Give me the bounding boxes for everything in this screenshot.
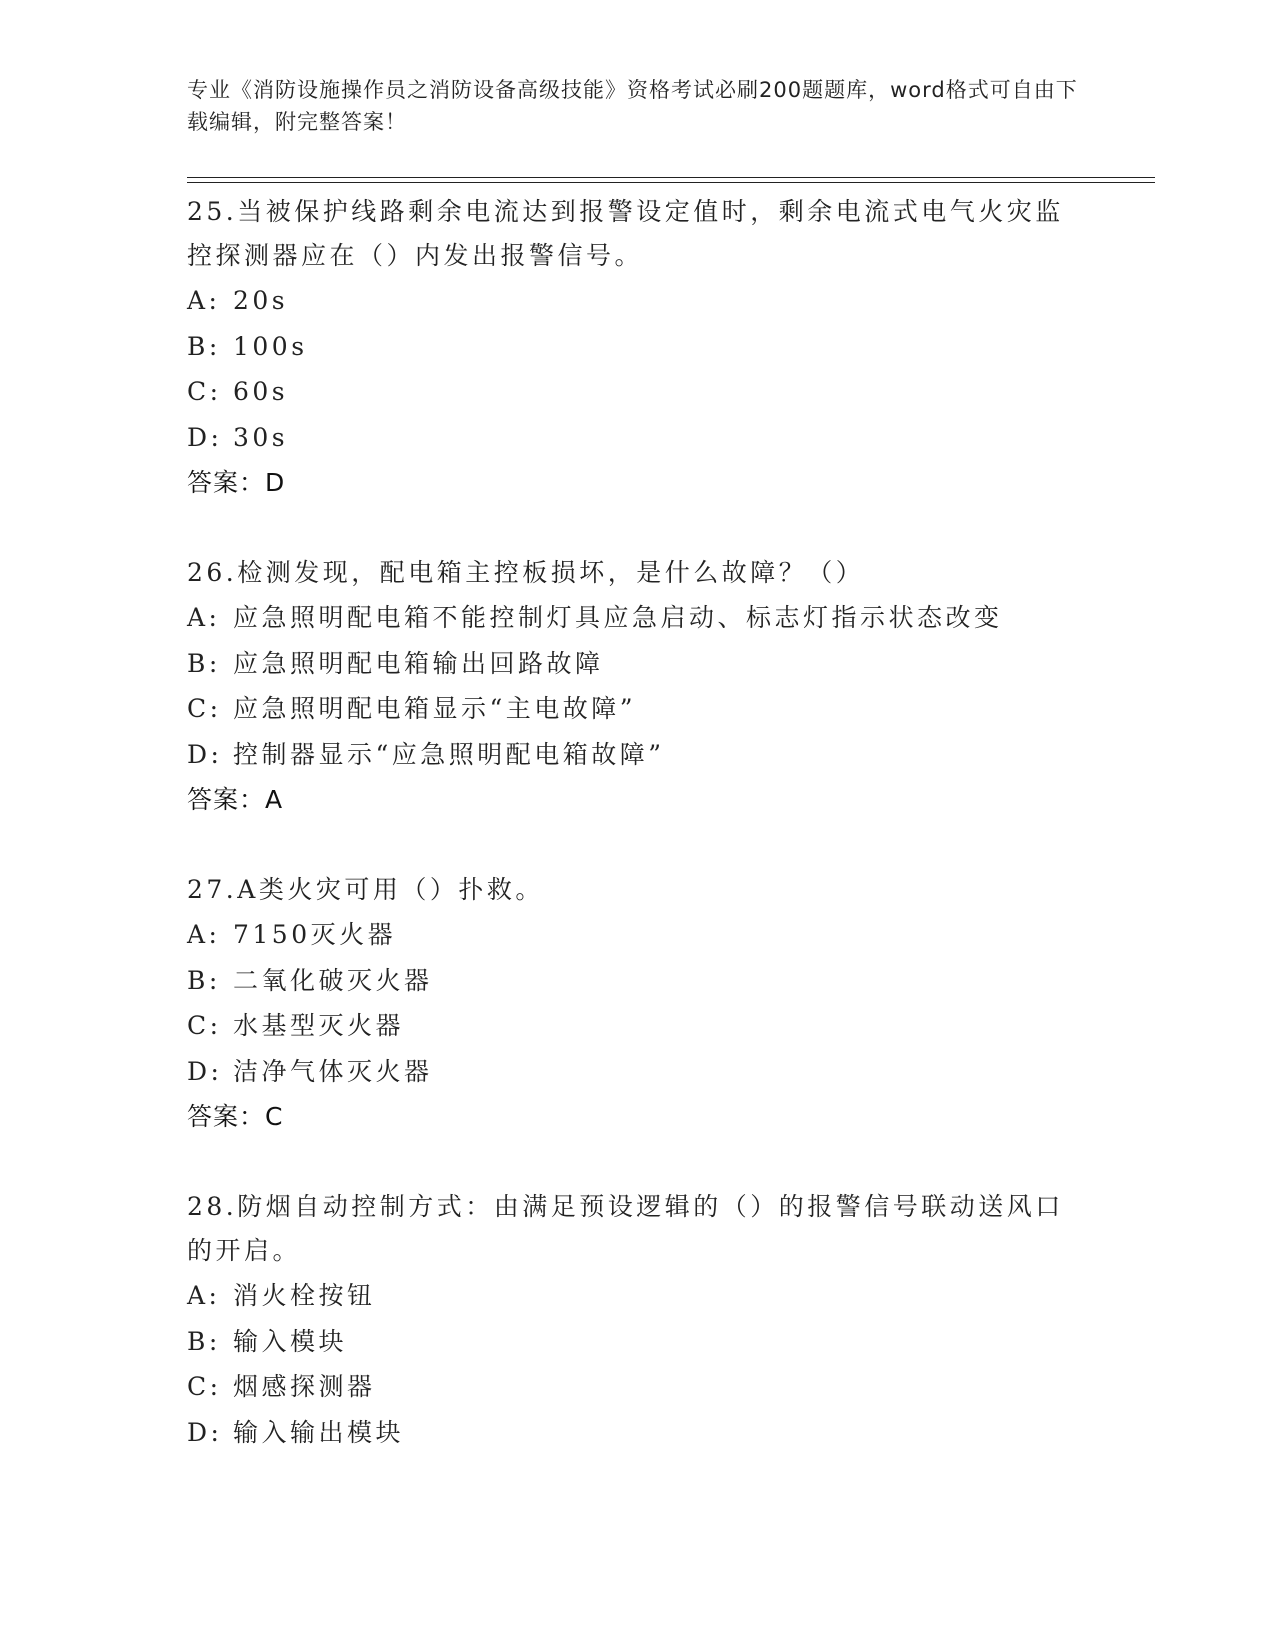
option-text: 100s xyxy=(233,331,308,361)
option-a xyxy=(187,595,1087,641)
option-c xyxy=(187,1003,1087,1049)
question-26 xyxy=(187,551,1087,822)
option-b xyxy=(187,958,1087,1004)
question-28 xyxy=(187,1185,1087,1455)
option-text: 洁净气体灭火器 xyxy=(233,1056,433,1086)
option-text: 应急照明配电箱输出回路故障 xyxy=(233,648,604,678)
option-letter: B: xyxy=(187,965,221,995)
option-text: 20s xyxy=(233,286,289,315)
option-letter: A: xyxy=(187,1281,221,1310)
option-text: 应急照明配电箱不能控制灯具应急启动、标志灯指示状态改变 xyxy=(233,603,1003,632)
option-c xyxy=(187,369,1087,415)
option-d xyxy=(187,1049,1087,1095)
option-letter: D: xyxy=(187,1056,223,1086)
option-text: 应急照明配电箱显示“主电故障” xyxy=(233,694,637,723)
option-letter: B: xyxy=(187,648,221,678)
option-letter: A: xyxy=(187,286,221,315)
option-text: 30s xyxy=(233,422,289,452)
option-d xyxy=(187,1410,1087,1456)
question-spacer xyxy=(187,1139,1087,1185)
option-letter: C: xyxy=(187,694,222,723)
option-letter: A: xyxy=(187,920,221,949)
option-letter: C: xyxy=(187,1011,222,1040)
option-b xyxy=(187,641,1087,687)
option-letter: A: xyxy=(187,603,221,632)
answer-line: 答案：C xyxy=(187,1102,284,1131)
option-c xyxy=(187,1364,1087,1410)
question-title: 28.防烟自动控制方式：由满足预设逻辑的（）的报警信号联动送风口的开启。 xyxy=(187,1192,1064,1265)
option-text: 消火栓按钮 xyxy=(233,1281,376,1310)
option-text: 水基型灭火器 xyxy=(233,1011,405,1040)
option-letter: D: xyxy=(187,422,223,452)
option-a xyxy=(187,278,1087,324)
answer-line: 答案：A xyxy=(187,785,284,814)
option-letter: D: xyxy=(187,1417,223,1447)
option-text: 控制器显示“应急照明配电箱故障” xyxy=(233,739,665,769)
option-letter: C: xyxy=(187,377,222,406)
question-25 xyxy=(187,190,1087,505)
option-letter: C: xyxy=(187,1372,222,1401)
option-d xyxy=(187,415,1087,461)
option-letter: D: xyxy=(187,739,223,769)
option-text: 烟感探测器 xyxy=(233,1372,376,1401)
option-d xyxy=(187,732,1087,778)
question-list xyxy=(187,190,1087,1455)
option-c xyxy=(187,686,1087,732)
option-b xyxy=(187,1319,1087,1365)
option-text: 二氧化破灭火器 xyxy=(233,965,433,995)
document-header: 专业《消防设施操作员之消防设备高级技能》资格考试必刷200题题库，word格式可自由下载编辑，附完整答案！ xyxy=(187,78,1078,134)
option-text: 输入输出模块 xyxy=(233,1417,405,1447)
question-title: 27.A类火灾可用（）扑救。 xyxy=(187,875,544,904)
answer-line: 答案：D xyxy=(187,468,286,497)
header-divider-top xyxy=(187,177,1155,178)
header-divider-bottom xyxy=(187,182,1155,183)
option-text: 60s xyxy=(233,377,289,406)
option-text: 7150灭火器 xyxy=(233,920,397,949)
option-text: 输入模块 xyxy=(233,1326,348,1356)
question-27 xyxy=(187,868,1087,1139)
question-spacer xyxy=(187,505,1087,551)
option-letter: B: xyxy=(187,1326,221,1356)
option-b xyxy=(187,324,1087,370)
option-letter: B: xyxy=(187,331,221,361)
question-spacer xyxy=(187,822,1087,868)
option-a xyxy=(187,912,1087,958)
question-title: 26.检测发现，配电箱主控板损坏，是什么故障？（） xyxy=(187,558,865,587)
option-a xyxy=(187,1273,1087,1319)
question-title: 25.当被保护线路剩余电流达到报警设定值时，剩余电流式电气火灾监控探测器应在（）内发出报警信号。 xyxy=(187,197,1064,270)
